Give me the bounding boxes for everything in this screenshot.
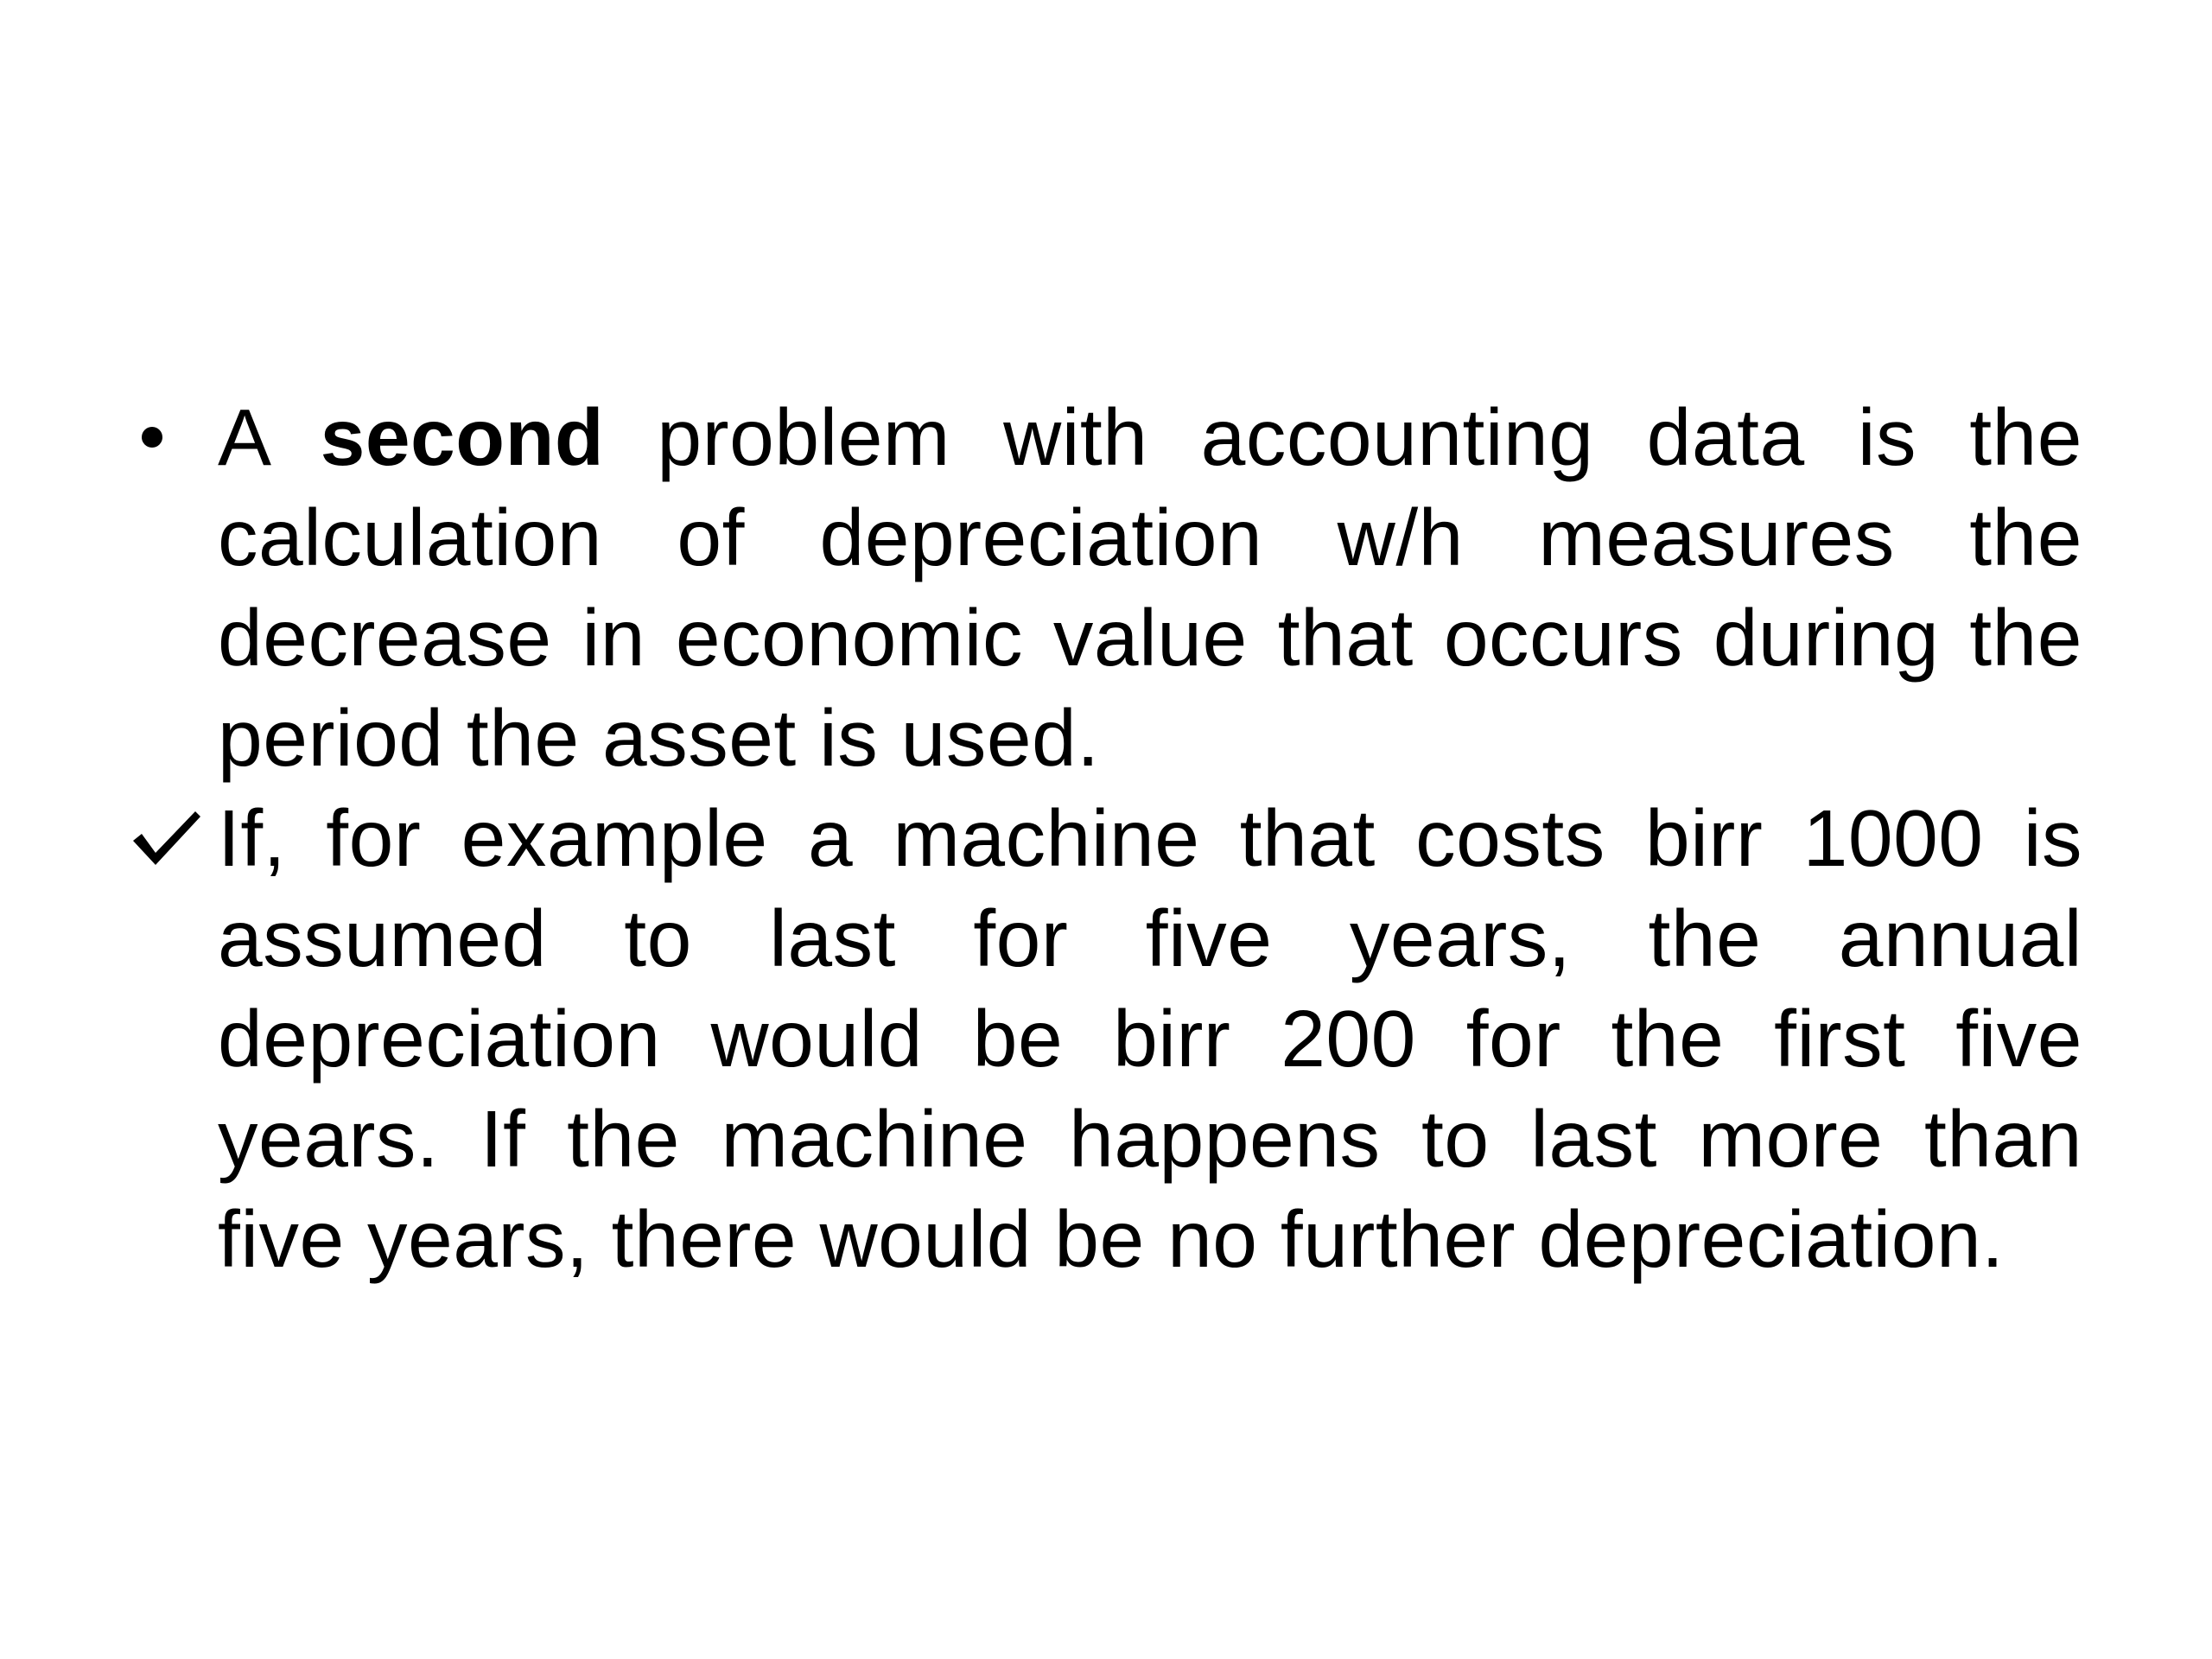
bullet-1-text: problem with accounting data is the calculation of depreciation w/h measures the decrease in economic value that occurs during the period the asset is used. [218, 392, 2083, 783]
bullet-dot-icon [130, 387, 207, 487]
bullet-item-2 [130, 788, 2082, 1289]
checkmark-icon [130, 788, 207, 888]
bullet-1-prefix: A [218, 392, 268, 482]
slide-body [130, 387, 2082, 1289]
bullet-item-1 [130, 387, 2082, 788]
bullet-1-emphasis: second [320, 392, 605, 482]
bullet-2-text: If, for example a machine that costs birr 1000 is assumed to last for five years, the annual depreciation would be birr 200 for the first five years. If the machine happens to last more than five years, there would be no further depreciation. [218, 793, 2082, 1284]
